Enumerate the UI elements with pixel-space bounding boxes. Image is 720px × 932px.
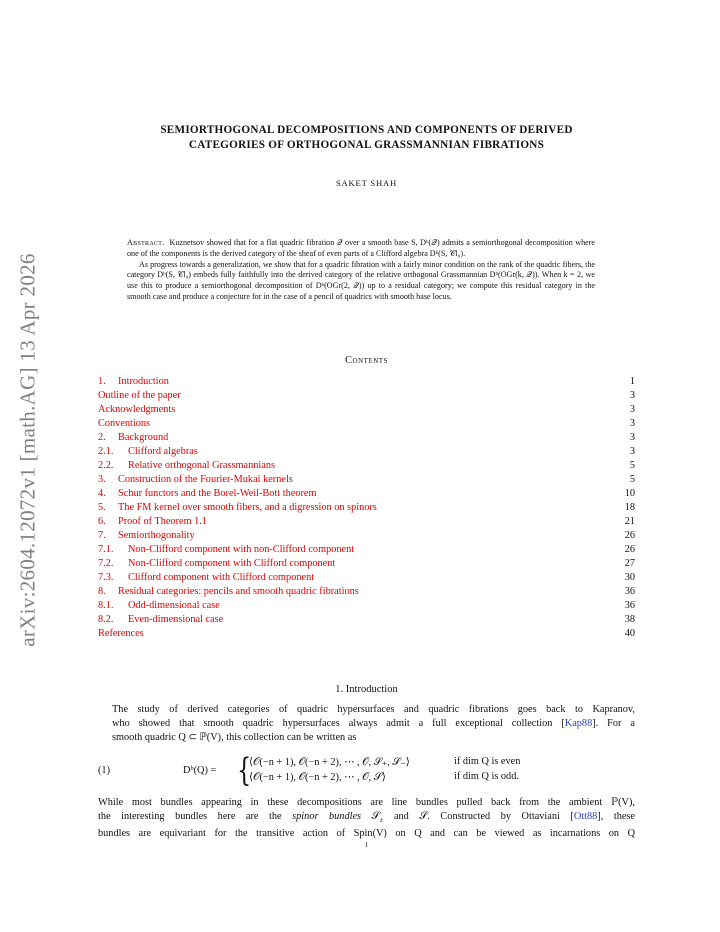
toc-number: 7.3.: [98, 572, 114, 583]
toc-number: 5.: [98, 502, 106, 513]
toc-title: Proof of Theorem 1.1: [118, 516, 208, 527]
toc-entry[interactable]: [98, 571, 635, 585]
toc-link[interactable]: [98, 530, 195, 541]
intro-p1-line-2: who showed that smooth quadric hypersurfaces always admit a full exceptional collection [Kap88]. For a: [112, 718, 636, 729]
toc-number: 2.2.: [98, 460, 114, 471]
toc-title: Relative orthogonal Grassmannians: [128, 460, 275, 471]
toc-link[interactable]: [98, 474, 293, 485]
toc-link[interactable]: [98, 516, 207, 527]
toc-page-number: 21: [624, 516, 635, 527]
toc-number: 7.: [98, 530, 106, 541]
toc-title: Non-Clifford component with non-Clifford component: [128, 544, 355, 555]
left-brace-symbol: {: [237, 751, 252, 789]
toc-link[interactable]: [98, 488, 316, 499]
toc-title: Odd-dimensional case: [128, 600, 220, 611]
toc-page-number: 18: [624, 502, 635, 513]
toc-entry[interactable]: [98, 389, 635, 403]
toc-link[interactable]: [98, 572, 314, 583]
abstract-text-1: Kuznetsov showed that for a flat quadric fibration 𝒬 over a smooth base S, Dᵇ(𝒬) admits a semiorthogonal decomposition where one of the components is the derived category of the sheaf of even parts of a Clifford algebra Dᵇ(S, 𝒞l₀).: [127, 238, 595, 258]
intro-p2-line-1: While most bundles appearing in these decompositions are line bundles pulled back from the ambient ℙ(V),: [98, 797, 635, 808]
toc-link[interactable]: [98, 460, 275, 471]
citation-ott88[interactable]: Ott88: [573, 811, 598, 822]
toc-page-number: 3: [629, 446, 635, 457]
toc-title: The FM kernel over smooth fibers, and a digression on spinors: [118, 502, 377, 513]
toc-link[interactable]: [98, 502, 377, 513]
toc-link[interactable]: [98, 418, 150, 429]
toc-title: Schur functors and the Borel-Weil-Bott theorem: [118, 488, 317, 499]
toc-title: Outline of the paper: [98, 390, 181, 401]
toc-entry[interactable]: [98, 431, 635, 445]
title-line-1: SEMIORTHOGONAL DECOMPOSITIONS AND COMPONENTS OF DERIVED: [160, 124, 573, 136]
toc-number: 7.2.: [98, 558, 114, 569]
toc-entry[interactable]: [98, 501, 635, 515]
toc-number: 8.: [98, 586, 106, 597]
intro-p2-line-3: bundles are equivariant for the transitive action of Spin(V) on Q and can be viewed as incarnations on Q: [98, 828, 635, 840]
toc-page-number: 3: [629, 390, 635, 401]
table-of-contents: [98, 375, 635, 641]
toc-title: Clifford component with Clifford component: [128, 572, 315, 583]
toc-link[interactable]: [98, 614, 223, 625]
contents-heading: Contents: [345, 355, 388, 366]
equation-case-odd: ⟨𝒪(−n + 1), 𝒪(−n + 2), ⋯ , 𝒪, 𝒮⟩: [249, 772, 386, 783]
toc-page-number: 3: [629, 404, 635, 415]
toc-title: Residual categories: pencils and smooth quadric fibrations: [118, 586, 359, 597]
toc-entry[interactable]: [98, 627, 635, 641]
toc-entry[interactable]: [98, 473, 635, 487]
toc-number: 6.: [98, 516, 106, 527]
equation-condition-odd: if dim Q is odd.: [454, 771, 519, 782]
toc-number: 2.: [98, 432, 106, 443]
toc-page-number: 1: [629, 376, 635, 387]
arxiv-identifier[interactable]: arXiv:2604.12072v1 [math.AG] 13 Apr 2026: [15, 253, 40, 647]
toc-title: Background: [118, 432, 169, 443]
toc-link[interactable]: [98, 432, 168, 443]
toc-entry[interactable]: [98, 515, 635, 529]
toc-entry[interactable]: [98, 585, 635, 599]
toc-page-number: 10: [624, 488, 635, 499]
page-number: 1: [364, 841, 369, 849]
toc-page-number: 5: [629, 460, 635, 471]
toc-page-number: 36: [624, 586, 635, 597]
toc-number: 3.: [98, 474, 106, 485]
toc-entry[interactable]: [98, 445, 635, 459]
toc-entry[interactable]: [98, 613, 635, 627]
toc-entry[interactable]: [98, 375, 635, 389]
toc-title: References: [98, 628, 144, 639]
toc-page-number: 30: [624, 572, 635, 583]
toc-entry[interactable]: [98, 487, 635, 501]
equation-condition-even: if dim Q is even: [454, 756, 521, 767]
equation-lhs: Dᵇ(Q) =: [183, 765, 217, 776]
equation-case-even: ⟨𝒪(−n + 1), 𝒪(−n + 2), ⋯ , 𝒪, 𝒮₊, 𝒮₋⟩: [249, 757, 410, 768]
intro-paragraph-1: [98, 703, 635, 745]
toc-number: 1.: [98, 376, 106, 387]
toc-title: Conventions: [98, 418, 151, 429]
toc-title: Semiorthogonality: [118, 530, 195, 541]
intro-p2-line-2: the interesting bundles here are the spinor bundles 𝒮$_\pm$ and 𝒮. Constructed by Ottaviani [Ott88], these: [98, 811, 635, 825]
toc-page-number: 3: [629, 432, 635, 443]
citation-kap88[interactable]: Kap88: [564, 718, 593, 729]
toc-entry[interactable]: [98, 529, 635, 543]
section-heading-introduction: 1. Introduction: [335, 684, 398, 695]
toc-title: Even-dimensional case: [128, 614, 224, 625]
intro-p1-line-3: smooth quadric Q ⊂ ℙ(V), this collection can be written as: [112, 732, 357, 743]
equation-label: (1): [98, 765, 111, 776]
toc-page-number: 38: [624, 614, 635, 625]
toc-link[interactable]: [98, 586, 359, 597]
toc-page-number: 26: [624, 530, 635, 541]
toc-number: 7.1.: [98, 544, 114, 555]
toc-link[interactable]: [98, 628, 144, 639]
toc-number: 8.2.: [98, 614, 114, 625]
toc-entry[interactable]: [98, 417, 635, 431]
toc-link[interactable]: [98, 558, 335, 569]
toc-page-number: 27: [624, 558, 635, 569]
abstract-paragraph-2: As progress towards a generalization, we show that for a quadric fibration with a fairly minor condition on the rank of the quadric fibers, the category Dᵇ(S, 𝒞l₀) embeds fully faithfully into the derived category of the relative orthogonal Grassmannian Dᵇ(OGr(k, 𝒬)). When k = 2, we use this to produce a semiorthogonal decomposition of Dᵇ(OGr(2, 𝒬)) up to a residual category; we compute this residual category in the smooth case and produce a conjecture for in the case of a pencil of quadrics with smooth base locus.: [127, 259, 595, 301]
toc-title: Clifford algebras: [128, 446, 198, 457]
toc-page-number: 36: [624, 600, 635, 611]
arxiv-stamp: [8, 240, 48, 660]
toc-link[interactable]: [98, 600, 220, 611]
equation-1: [98, 751, 635, 790]
abstract: [127, 238, 595, 303]
intro-paragraph-2: [98, 796, 635, 841]
toc-entry[interactable]: [98, 599, 635, 613]
paper-title: [98, 123, 635, 153]
toc-number: 2.1.: [98, 446, 114, 457]
toc-entry[interactable]: [98, 459, 635, 473]
toc-page-number: 5: [629, 474, 635, 485]
toc-number: 4.: [98, 488, 106, 499]
toc-title: Construction of the Fourier-Mukai kernels: [118, 474, 293, 485]
toc-page-number: 40: [624, 628, 635, 639]
toc-title: Non-Clifford component with Clifford component: [128, 558, 336, 569]
title-line-2: CATEGORIES OF ORTHOGONAL GRASSMANNIAN FIBRATIONS: [188, 139, 545, 151]
intro-p1-line-1: The study of derived categories of quadric hypersurfaces and quadric fibrations goes back to Kapranov,: [112, 704, 635, 715]
toc-link[interactable]: [98, 404, 175, 415]
toc-link[interactable]: [98, 390, 181, 401]
toc-entry[interactable]: [98, 557, 635, 571]
toc-page-number: 26: [624, 544, 635, 555]
abstract-paragraph-1: [127, 238, 595, 260]
toc-page-number: 3: [629, 418, 635, 429]
toc-link[interactable]: [98, 544, 354, 555]
toc-entry[interactable]: [98, 543, 635, 557]
toc-link[interactable]: [98, 376, 169, 387]
author-name: SAKET SHAH: [335, 178, 398, 188]
toc-title: Acknowledgments: [98, 404, 176, 415]
toc-link[interactable]: [98, 446, 198, 457]
toc-entry[interactable]: [98, 403, 635, 417]
toc-title: Introduction: [118, 376, 169, 387]
abstract-label: Abstract.: [127, 238, 165, 247]
toc-number: 8.1.: [98, 600, 114, 611]
